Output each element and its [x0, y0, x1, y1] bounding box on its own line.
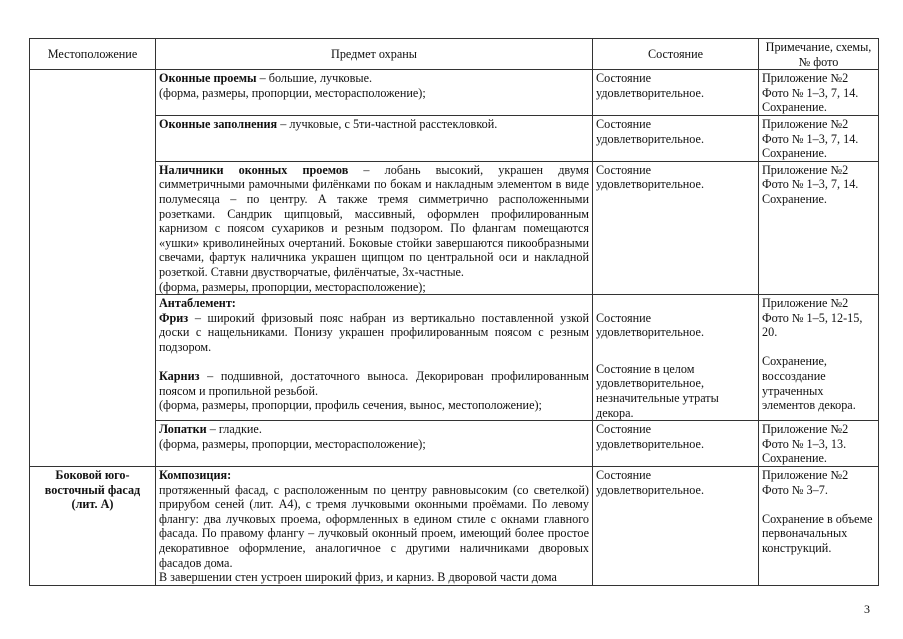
table-row — [30, 70, 879, 116]
subject-cell — [156, 161, 593, 294]
subject-extra: (форма, размеры, пропорции, месторасположение); — [159, 436, 426, 451]
subject-cell — [156, 421, 593, 467]
location-cell — [30, 70, 156, 467]
condition-cell — [593, 295, 759, 421]
subject-text: протяженный фасад, с расположенным по центру равновысоким (со светелкой) прирубом сеней (лит. А4), с тремя лучковыми оконными проёмами. По левому флангу: два лучковых проема, оформленных в едином стиле с окнами главного фасада. По правому флангу – лучковый оконный проем, имеющий более простое декоративное оформление, аналогичное с другими наличниками дворовых фасадов дома. — [159, 482, 589, 570]
subject-title: Оконные проемы — [159, 71, 257, 86]
subject-cell — [156, 295, 593, 421]
condition-cell: Состояние удовлетворительное. — [593, 467, 759, 586]
subject-text: – лучковые, с 5ти-частной расстекловкой. — [277, 116, 498, 131]
protection-table — [29, 38, 879, 586]
page-number: 3 — [864, 602, 870, 616]
cornice-title: Карниз — [159, 369, 200, 384]
cornice-extra: (форма, размеры, пропорции, профиль сечения, вынос, местоположение); — [159, 398, 542, 413]
subject-title: Наличники оконных проемов — [159, 162, 349, 177]
location-cell: Боковой юго-восточный фасад (лит. А) — [30, 467, 156, 586]
subject-title: Оконные заполнения — [159, 116, 278, 131]
note-cell: Приложение №2 Фото № 1–3, 7, 14. Сохранение. — [759, 70, 879, 116]
note-cell: Приложение №2 Фото № 1–3, 7, 14. Сохранение. — [759, 161, 879, 294]
subject-title: Лопатки — [159, 422, 207, 437]
condition-cell: Состояние удовлетворительное. — [593, 70, 759, 116]
subject-cell — [156, 467, 593, 586]
frieze-title: Фриз — [159, 310, 189, 325]
table-row — [30, 115, 879, 161]
condition-cell: Состояние удовлетворительное. — [593, 115, 759, 161]
subject-extra: (форма, размеры, пропорции, месторасположение); — [159, 279, 426, 294]
note-cell: Приложение №2 Фото № 1–3, 7, 14. Сохранение. — [759, 115, 879, 161]
header-location: Местоположение — [30, 39, 156, 70]
condition-cell: Состояние удовлетворительное. — [593, 161, 759, 294]
subject-text: – большие, лучковые. — [256, 71, 373, 86]
condition-cornice: Состояние в целом удовлетворительное, незначительные утраты декора. — [596, 361, 719, 420]
table-row — [30, 295, 879, 421]
cornice-text: – подшивной, достаточного выноса. Декорирован профилированным поясом и пропильной резьбой. — [159, 369, 589, 398]
note-photos: Приложение №2 Фото № 3–7. — [762, 468, 849, 497]
header-condition: Состояние — [593, 39, 759, 70]
table-row — [30, 421, 879, 467]
subject-cell — [156, 115, 593, 161]
subject-extra: (форма, размеры, пропорции, месторасположение); — [159, 85, 426, 100]
condition-cell: Состояние удовлетворительное. — [593, 421, 759, 467]
header-row — [30, 39, 879, 70]
subject-extra: В завершении стен устроен широкий фриз, и карниз. В дворовой части дома — [159, 570, 557, 585]
header-subject: Предмет охраны — [156, 39, 593, 70]
note-cell: Приложение №2 Фото № 1–3, 13. Сохранение. — [759, 421, 879, 467]
table-row — [30, 161, 879, 294]
note-action: Сохранение в объеме первоначальных конструкций. — [762, 511, 873, 555]
entablature-title: Антаблемент: — [159, 296, 236, 311]
condition-frieze: Состояние удовлетворительное. — [596, 310, 705, 340]
frieze-text: – широкий фризовый пояс набран из вертикально поставленной узкой доски с нащельниками. Понизу украшен профилированным поясом с резным подзором. — [159, 310, 589, 354]
note-action: Сохранение, воссоздание утраченных элементов декора. — [762, 354, 856, 413]
subject-title: Композиция: — [159, 468, 232, 483]
table-row — [30, 467, 879, 586]
subject-cell — [156, 70, 593, 116]
note-photos: Приложение №2 Фото № 1–5, 12-15, 20. — [762, 296, 863, 340]
header-note: Примечание, схемы, № фото — [759, 39, 879, 70]
subject-text: – гладкие. — [206, 422, 262, 437]
note-cell — [759, 295, 879, 421]
subject-text: – лобань высокий, украшен двумя симметричными рамочными филёнками по бокам и накладным элементом в виде полумесяца – по центру. А также тремя симметрично расположенными розетками. Сандрик щипцовый, массивный, оформлен профилированным карнизом с поясом сухариков и резным подзором. По флангам помещаются «ушки» криволинейных очертаний. Боковые стойки завершаются пикообразными свечами, фартук наличника украшен щипцом по центральной оси и накладной розеткой. Ставни двустворчатые, филёнчатые, 3х-частные. — [159, 162, 589, 279]
note-cell — [759, 467, 879, 586]
